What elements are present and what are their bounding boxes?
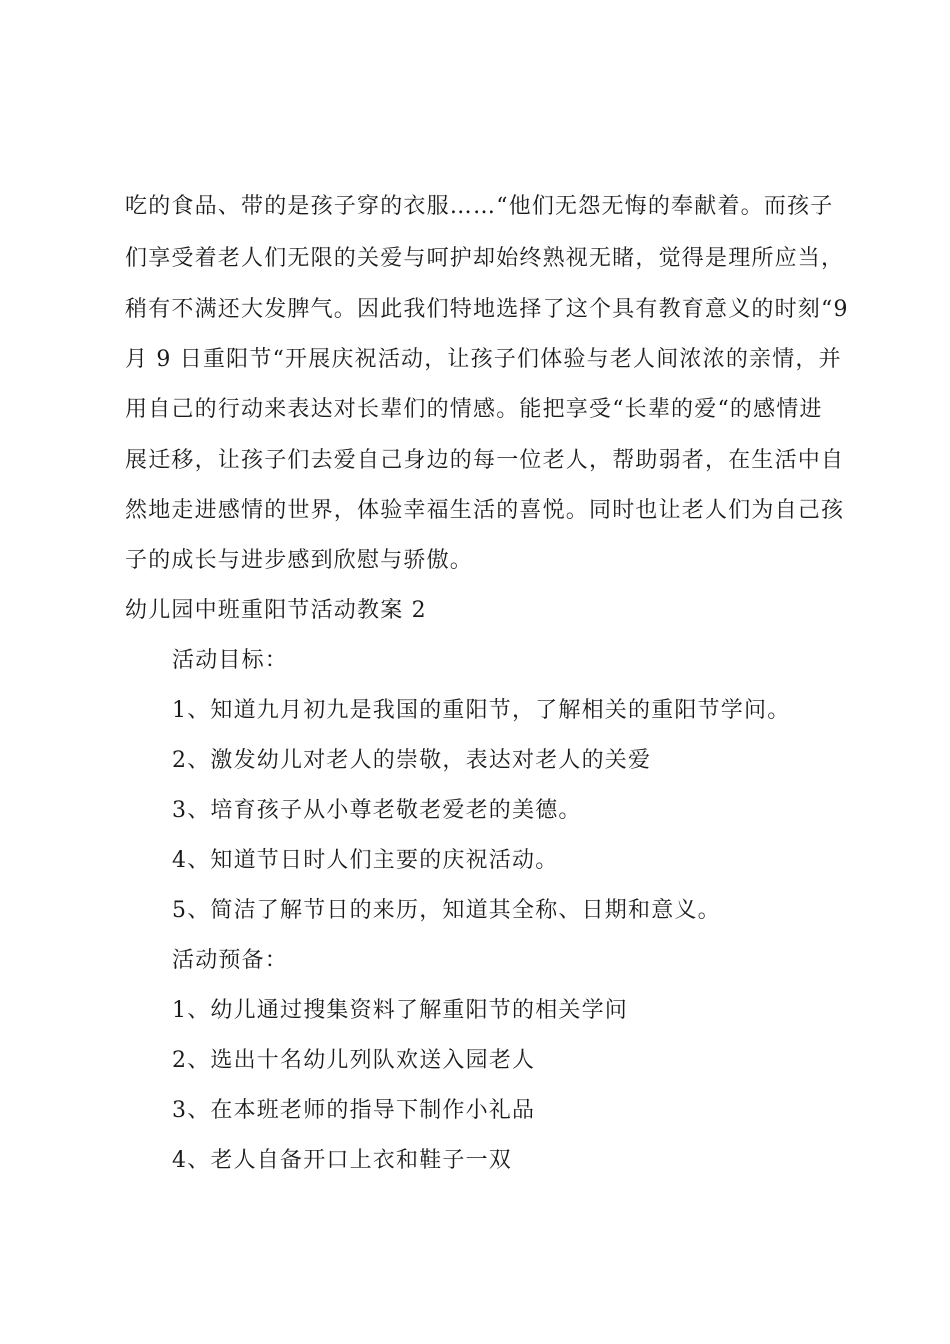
goal-item: 1、知道九月初九是我国的重阳节，了解相关的重阳节学问。 xyxy=(172,698,791,723)
paragraph-line: 吃的食品、带的是孩子穿的衣服……“他们无怨无悔的奉献着。而孩子 xyxy=(125,194,834,219)
prep-heading: 活动预备： xyxy=(172,948,289,973)
paragraph-line: 然地走进感情的世界，体验幸福生活的喜悦。同时也让老人们为自己孩 xyxy=(125,498,845,523)
paragraph-line: 稍有不满还大发脾气。因此我们特地选择了这个具有教育意义的时刻“9 xyxy=(125,297,849,322)
prep-item: 3、在本班老师的指导下制作小礼品 xyxy=(172,1098,536,1123)
paragraph-line: 们享受着老人们无限的关爱与呵护却始终熟视无睹，觉得是理所应当， xyxy=(125,246,845,271)
paragraph-line: 月 9 日重阳节“开展庆祝活动，让孩子们体验与老人间浓浓的亲情，并 xyxy=(125,347,842,372)
prep-item: 4、老人自备开口上衣和鞋子一双 xyxy=(172,1148,512,1173)
goal-item: 5、简洁了解节日的来历，知道其全称、日期和意义。 xyxy=(172,898,721,923)
section-title: 幼儿园中班重阳节活动教案 2 xyxy=(125,598,427,623)
goals-heading: 活动目标： xyxy=(172,648,289,673)
paragraph-line: 子的成长与进步感到欣慰与骄傲。 xyxy=(125,548,474,573)
goal-item: 2、激发幼儿对老人的崇敬，表达对老人的关爱 xyxy=(172,748,652,773)
goal-item: 3、培育孩子从小尊老敬老爱老的美德。 xyxy=(172,798,582,823)
prep-item: 2、选出十名幼儿列队欢送入园老人 xyxy=(172,1048,536,1073)
goal-item: 4、知道节日时人们主要的庆祝活动。 xyxy=(172,848,559,873)
paragraph-line: 用自己的行动来表达对长辈们的情感。能把享受“长辈的爱“的感情进 xyxy=(125,397,823,422)
prep-item: 1、幼儿通过搜集资料了解重阳节的相关学问 xyxy=(172,998,628,1023)
paragraph-line: 展迁移，让孩子们去爱自己身边的每一位老人，帮助弱者，在生活中自 xyxy=(125,448,845,473)
